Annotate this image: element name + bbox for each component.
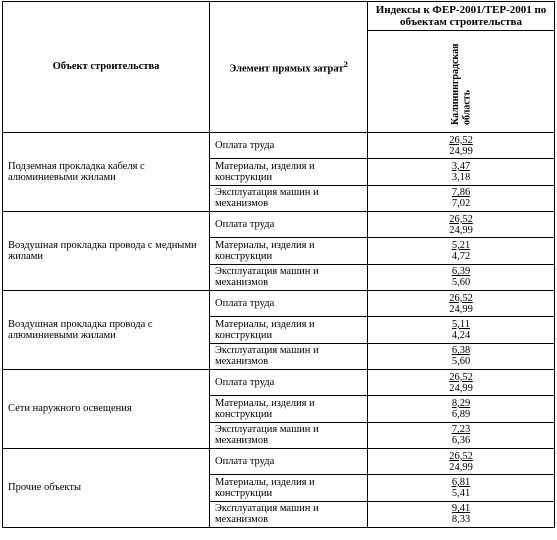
cost-element-cell: Материалы, изделия и конструкции [210,238,368,264]
cost-element-cell: Оплата труда [210,370,368,396]
cost-element-cell: Оплата труда [210,449,368,475]
index-value-cell [368,449,555,475]
index-value-secondary: 24,99 [449,461,473,473]
header-index [368,2,555,31]
table-row [3,133,555,159]
index-value-secondary: 6,89 [451,408,471,420]
object-name-cell: Подземная прокладка кабеля с алюминиевыми жилами [3,133,210,212]
table-row [3,449,555,475]
cost-element-cell: Материалы, изделия и конструкции [210,475,368,501]
header-element-label: Элемент прямых затрат [229,63,344,75]
index-value-primary: 9,41 [451,503,471,515]
index-value-primary: 7,23 [451,424,471,436]
object-name-cell: Сети наружного освещения [3,370,210,449]
index-value-primary: 26,52 [449,450,473,462]
cost-element-cell: Эксплуатация машин и механизмов [210,343,368,369]
cost-element-cell: Материалы, изделия и конструкции [210,396,368,422]
header-index-label: Индексы к ФЕР-2001/ТЕР-2001 по объектам строительства [375,3,547,28]
header-element [210,2,368,133]
object-name-cell: Прочие объекты [3,449,210,528]
index-value-cell [368,159,555,185]
cost-element-cell: Оплата труда [210,212,368,238]
index-value-secondary: 24,99 [449,382,473,394]
cost-element-cell: Эксплуатация машин и механизмов [210,185,368,211]
cost-element-cell: Эксплуатация машин и механизмов [210,422,368,448]
cost-element-cell: Материалы, изделия и конструкции [210,317,368,343]
index-value-cell [368,212,555,238]
index-value-cell [368,370,555,396]
index-value-cell [368,475,555,501]
index-value-secondary: 24,99 [449,303,473,315]
index-value-cell [368,133,555,159]
index-value-primary: 8,29 [451,397,471,409]
cost-element-cell: Оплата труда [210,133,368,159]
index-value-primary: 26,52 [449,371,473,383]
table-row [3,370,555,396]
index-value-primary: 6,81 [451,476,471,488]
index-value-cell [368,343,555,369]
index-value-secondary: 7,02 [451,198,471,210]
index-value-secondary: 24,99 [449,145,473,157]
index-value-secondary: 5,60 [451,356,471,368]
cost-index-table [2,1,555,528]
index-value-cell [368,422,555,448]
object-name-cell: Воздушная прокладка провода с медными жилами [3,212,210,291]
index-value-secondary: 4,24 [451,329,471,341]
index-value-primary: 26,52 [449,134,473,146]
index-value-primary: 26,52 [449,292,473,304]
index-value-secondary: 4,72 [451,250,471,262]
header-element-footnote: 2 [343,58,348,69]
table-row [3,212,555,238]
object-name-cell: Воздушная прокладка провода с алюминиевыми жилами [3,291,210,370]
index-value-primary: 5,11 [452,318,470,330]
cost-element-cell: Материалы, изделия и конструкции [210,159,368,185]
index-value-primary: 3,47 [451,160,471,172]
index-value-secondary: 24,99 [449,224,473,236]
header-region-label: Калининградская область [449,43,472,125]
table-row [3,291,555,317]
header-region [368,31,555,133]
index-value-primary: 6,39 [451,266,471,278]
header-object [3,2,210,133]
index-value-secondary: 5,60 [451,277,471,289]
index-value-cell [368,185,555,211]
index-value-cell [368,501,555,527]
index-value-cell [368,264,555,290]
index-value-primary: 6,38 [451,345,471,357]
index-value-cell [368,238,555,264]
cost-element-cell: Оплата труда [210,291,368,317]
index-value-cell [368,317,555,343]
index-value-secondary: 6,36 [451,435,471,447]
index-value-primary: 5,21 [451,239,471,251]
index-value-secondary: 5,41 [451,487,471,499]
index-value-cell [368,396,555,422]
cost-element-cell: Эксплуатация машин и механизмов [210,501,368,527]
index-value-cell [368,291,555,317]
table-body [3,133,555,528]
index-value-primary: 7,86 [451,187,471,199]
index-value-secondary: 8,33 [451,514,471,526]
header-object-label: Объект строительства [52,61,160,73]
index-value-primary: 26,52 [449,213,473,225]
index-value-secondary: 3,18 [451,171,471,183]
cost-element-cell: Эксплуатация машин и механизмов [210,264,368,290]
